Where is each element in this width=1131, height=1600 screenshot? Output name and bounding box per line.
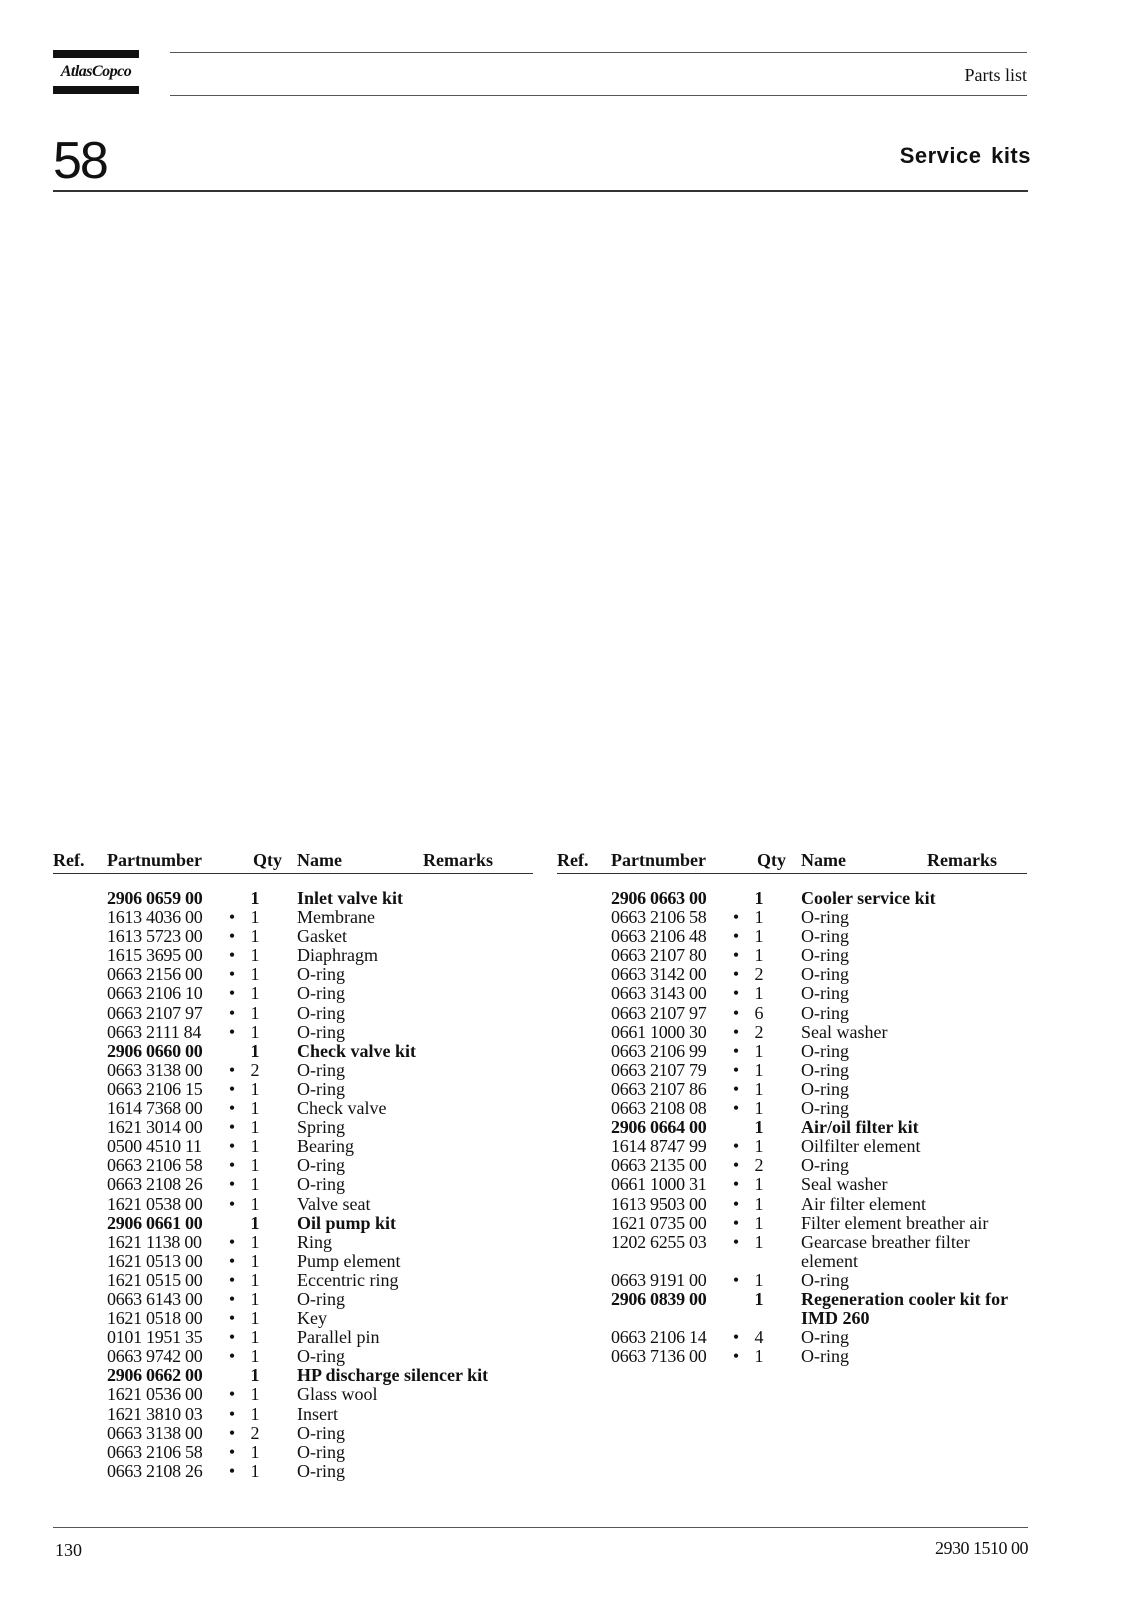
kit-item-bullet: • (732, 1174, 740, 1195)
quantity: 2 (250, 1422, 260, 1443)
kit-item-bullet: • (228, 1346, 236, 1367)
quantity: 1 (250, 1193, 260, 1214)
part-number: 0661 1000 31 (611, 1174, 707, 1195)
part-number: 1202 6255 03 (611, 1231, 707, 1252)
document-number: 2930 1510 00 (935, 1538, 1028, 1558)
kit-item-bullet: • (732, 1021, 740, 1042)
part-number: 0663 2108 26 (107, 1174, 203, 1195)
kit-item-bullet: • (732, 1212, 740, 1233)
part-name: O-ring (801, 1155, 849, 1176)
part-name: O-ring (801, 1078, 849, 1099)
quantity: 1 (754, 983, 764, 1004)
table-header (53, 848, 533, 874)
quantity: 1 (754, 888, 764, 908)
kit-item-bullet: • (228, 1136, 236, 1157)
page-title: Service kits (899, 143, 1031, 168)
quantity: 1 (250, 1250, 260, 1271)
chapter-number: 58 (53, 132, 107, 190)
table-row (53, 1118, 533, 1137)
kit-item-bullet: • (228, 1460, 236, 1481)
part-number: 2906 0659 00 (107, 888, 203, 908)
part-number: 0101 1951 35 (107, 1327, 203, 1348)
part-name: Insert (297, 1403, 338, 1424)
part-name: Ring (297, 1231, 333, 1252)
quantity: 1 (250, 1384, 260, 1405)
kit-item-bullet: • (228, 1441, 236, 1462)
kit-item-bullet: • (228, 1269, 236, 1290)
quantity: 1 (250, 1365, 260, 1386)
quantity: 2 (754, 964, 764, 985)
kit-item-bullet: • (732, 1059, 740, 1080)
atlas-copco-logo (53, 50, 139, 94)
part-name: IMD 260 (801, 1308, 870, 1329)
quantity: 2 (754, 1155, 764, 1176)
part-name: O-ring (801, 1002, 849, 1023)
part-name: Gasket (297, 926, 347, 947)
part-name: O-ring (297, 964, 345, 985)
part-name: Bearing (297, 1136, 354, 1157)
part-number: 1621 3014 00 (107, 1117, 203, 1138)
part-number: 0663 3138 00 (107, 1059, 203, 1080)
part-name: O-ring (801, 1059, 849, 1080)
part-number: 1621 3810 03 (107, 1403, 203, 1424)
table-header (557, 848, 1027, 874)
header-rule-bottom (170, 95, 1027, 96)
table-row (557, 1099, 1027, 1118)
quantity: 1 (250, 907, 260, 928)
quantity: 1 (250, 1460, 260, 1481)
table-row (557, 1233, 1027, 1252)
kit-item-bullet: • (732, 1040, 740, 1061)
quantity: 1 (754, 1346, 764, 1367)
quantity: 6 (754, 1002, 764, 1023)
table-row (53, 1462, 533, 1481)
parts-rows-left (53, 889, 533, 1481)
part-number: 0663 2106 58 (107, 1441, 203, 1462)
kit-item-bullet: • (228, 926, 236, 947)
kit-item-bullet: • (228, 1002, 236, 1023)
parts-rows-right (557, 889, 1027, 1366)
quantity: 1 (754, 1059, 764, 1080)
header-ref: Ref. (557, 850, 589, 870)
part-name: O-ring (297, 1346, 345, 1367)
part-number: 0663 2107 80 (611, 945, 707, 966)
quantity: 1 (250, 1117, 260, 1138)
kit-row (53, 1042, 533, 1061)
quantity: 1 (754, 1212, 764, 1233)
part-name: Parallel pin (297, 1327, 380, 1348)
part-name: O-ring (801, 1269, 849, 1290)
kit-item-bullet: • (732, 926, 740, 947)
part-name: O-ring (297, 1288, 345, 1309)
table-row (53, 1080, 533, 1099)
page-number: 130 (55, 1540, 82, 1560)
part-number: 1621 0515 00 (107, 1269, 203, 1290)
kit-row (53, 1214, 533, 1233)
kit-item-bullet: • (732, 1231, 740, 1252)
kit-item-bullet: • (228, 1327, 236, 1348)
table-row (53, 1347, 533, 1366)
part-name: Gearcase breather filter (801, 1231, 970, 1252)
quantity: 1 (754, 1231, 764, 1252)
header-part-number: Partnumber (611, 850, 706, 870)
part-number: 1613 5723 00 (107, 926, 203, 947)
quantity: 4 (754, 1327, 764, 1348)
part-name: O-ring (297, 1078, 345, 1099)
part-name: O-ring (801, 926, 849, 947)
quantity: 1 (754, 1269, 764, 1290)
part-number: 0663 3142 00 (611, 964, 707, 985)
part-number: 1613 4036 00 (107, 907, 203, 928)
table-row (557, 1347, 1027, 1366)
kit-row (53, 889, 533, 908)
kit-row (557, 1290, 1027, 1309)
part-number: 0663 2106 99 (611, 1040, 707, 1061)
quantity: 1 (754, 1174, 764, 1195)
part-name: Regeneration cooler kit for (801, 1288, 1009, 1309)
part-number: 0663 2106 14 (611, 1327, 707, 1348)
part-number: 0663 2111 84 (107, 1021, 202, 1042)
part-name: O-ring (297, 1422, 345, 1443)
quantity: 1 (754, 1098, 764, 1119)
table-row (53, 1405, 533, 1424)
kit-item-bullet: • (732, 1346, 740, 1367)
kit-item-bullet: • (228, 1155, 236, 1176)
kit-item-bullet: • (732, 1193, 740, 1214)
kit-item-bullet: • (228, 1078, 236, 1099)
header-label: Parts list (964, 65, 1027, 85)
table-row (53, 1328, 533, 1347)
table-row (557, 1271, 1027, 1290)
header-remarks: Remarks (423, 850, 493, 870)
part-number: 1621 0735 00 (611, 1212, 707, 1233)
part-number: 0663 2107 97 (611, 1002, 707, 1023)
table-row (557, 1137, 1027, 1156)
part-number: 0661 1000 30 (611, 1021, 707, 1042)
part-name: Oilfilter element (801, 1136, 921, 1157)
table-row (53, 1061, 533, 1080)
kit-item-bullet: • (228, 1288, 236, 1309)
part-name: O-ring (297, 1021, 345, 1042)
part-number: 1621 1138 00 (107, 1231, 202, 1252)
quantity: 1 (250, 1098, 260, 1119)
part-number: 0663 2107 97 (107, 1002, 203, 1023)
part-number: 0663 7136 00 (611, 1346, 707, 1367)
kit-item-bullet: • (228, 1193, 236, 1214)
part-name: O-ring (297, 1155, 345, 1176)
table-row (53, 1004, 533, 1023)
part-name: Check valve kit (297, 1040, 416, 1061)
quantity: 2 (250, 1059, 260, 1080)
table-row (53, 946, 533, 965)
part-name: Air/oil filter kit (801, 1117, 919, 1138)
table-row (557, 927, 1027, 946)
part-number: 1621 0518 00 (107, 1308, 203, 1329)
part-number: 0663 2107 79 (611, 1059, 707, 1080)
quantity: 1 (250, 1136, 260, 1157)
table-row (557, 1080, 1027, 1099)
quantity: 1 (250, 1078, 260, 1099)
header-name: Name (801, 850, 846, 870)
kit-item-bullet: • (732, 1098, 740, 1119)
table-row (53, 1385, 533, 1404)
kit-item-bullet: • (732, 1269, 740, 1290)
kit-item-bullet: • (228, 1422, 236, 1443)
table-row (53, 1195, 533, 1214)
quantity: 1 (754, 1193, 764, 1214)
footer-rule (53, 1527, 1028, 1528)
part-number: 0663 2107 86 (611, 1078, 707, 1099)
part-name: Membrane (297, 907, 375, 928)
quantity: 1 (250, 1403, 260, 1424)
quantity: 1 (250, 1346, 260, 1367)
part-number: 2906 0660 00 (107, 1040, 203, 1061)
kit-item-bullet: • (228, 907, 236, 928)
part-number: 2906 0661 00 (107, 1212, 203, 1233)
part-name: Seal washer (801, 1021, 888, 1042)
header-name: Name (297, 850, 342, 870)
header-qty: Qty (757, 850, 786, 870)
part-number: 0663 2106 58 (611, 907, 707, 928)
part-name: Valve seat (297, 1193, 371, 1214)
kit-item-bullet: • (732, 1136, 740, 1157)
part-number: 1621 0538 00 (107, 1193, 203, 1214)
part-number: 1621 0536 00 (107, 1384, 203, 1405)
table-row (53, 984, 533, 1003)
part-name: O-ring (801, 964, 849, 985)
quantity: 1 (250, 1441, 260, 1462)
part-number: 1613 9503 00 (611, 1193, 707, 1214)
quantity: 1 (250, 1308, 260, 1329)
part-number: 0663 2106 58 (107, 1155, 203, 1176)
part-name: O-ring (297, 1059, 345, 1080)
part-number: 0663 9742 00 (107, 1346, 203, 1367)
part-number: 2906 0664 00 (611, 1117, 707, 1138)
part-number: 0663 2108 08 (611, 1098, 707, 1119)
parts-table-left (53, 848, 533, 1481)
part-number: 0663 6143 00 (107, 1288, 203, 1309)
part-name: O-ring (297, 1460, 345, 1481)
part-name: Key (297, 1308, 327, 1329)
quantity: 1 (250, 1288, 260, 1309)
part-number: 0500 4510 11 (107, 1136, 202, 1157)
table-row (53, 1023, 533, 1042)
part-name: O-ring (801, 945, 849, 966)
quantity: 1 (250, 1269, 260, 1290)
kit-item-bullet: • (228, 1384, 236, 1405)
kit-item-bullet: • (228, 1403, 236, 1424)
quantity: 1 (250, 1155, 260, 1176)
table-row (53, 965, 533, 984)
part-name: O-ring (297, 1441, 345, 1462)
header-qty: Qty (253, 850, 282, 870)
part-name: O-ring (297, 1174, 345, 1195)
table-row (53, 927, 533, 946)
part-name: O-ring (297, 983, 345, 1004)
logo-bar-top (53, 50, 139, 58)
logo-bar-bottom (53, 86, 139, 94)
part-number: 1614 8747 99 (611, 1136, 707, 1157)
table-row (53, 1137, 533, 1156)
kit-row (557, 1118, 1027, 1137)
kit-item-bullet: • (228, 964, 236, 985)
quantity: 1 (250, 888, 260, 908)
header-rule-top (170, 52, 1027, 53)
part-name: element (801, 1250, 858, 1271)
part-number: 1614 7368 00 (107, 1098, 203, 1119)
table-row (557, 1023, 1027, 1042)
part-number: 0663 9191 00 (611, 1269, 707, 1290)
part-name: O-ring (801, 1040, 849, 1061)
kit-item-bullet: • (228, 1117, 236, 1138)
part-name: Spring (297, 1117, 346, 1138)
table-row (557, 1214, 1027, 1233)
part-name: O-ring (801, 1327, 849, 1348)
logo-wordmark: AtlasCopco (60, 63, 132, 80)
quantity: 1 (754, 1117, 764, 1138)
quantity: 1 (754, 907, 764, 928)
part-number: 0663 2106 48 (611, 926, 707, 947)
parts-table-right (557, 848, 1027, 1366)
part-name: O-ring (801, 1098, 849, 1119)
kit-item-bullet: • (228, 1174, 236, 1195)
kit-row (557, 889, 1027, 908)
kit-row (53, 1366, 533, 1385)
part-number: 0663 2135 00 (611, 1155, 707, 1176)
part-number: 0663 2156 00 (107, 964, 203, 985)
table-row (53, 908, 533, 927)
part-name: Cooler service kit (801, 888, 936, 908)
table-row (53, 1156, 533, 1175)
quantity: 1 (250, 1002, 260, 1023)
kit-item-bullet: • (732, 1078, 740, 1099)
table-row (557, 1061, 1027, 1080)
part-number: 0663 3143 00 (611, 983, 707, 1004)
quantity: 1 (754, 1136, 764, 1157)
quantity: 1 (250, 1231, 260, 1252)
part-number: 0663 2106 10 (107, 983, 203, 1004)
table-row (53, 1099, 533, 1118)
part-name: Diaphragm (297, 945, 378, 966)
part-name: Seal washer (801, 1174, 888, 1195)
part-name: HP discharge silencer kit (297, 1365, 489, 1386)
table-row (557, 1252, 1027, 1271)
kit-item-bullet: • (228, 1250, 236, 1271)
part-number: 0663 2108 26 (107, 1460, 203, 1481)
table-row (53, 1233, 533, 1252)
part-number: 2906 0662 00 (107, 1365, 203, 1386)
header-part-number: Partnumber (107, 850, 202, 870)
table-row (557, 908, 1027, 927)
table-row (557, 1004, 1027, 1023)
part-name: O-ring (801, 983, 849, 1004)
kit-item-bullet: • (732, 1155, 740, 1176)
kit-row (557, 1309, 1027, 1328)
kit-item-bullet: • (732, 1327, 740, 1348)
table-row (53, 1290, 533, 1309)
part-name: O-ring (297, 1002, 345, 1023)
part-number: 0663 2106 15 (107, 1078, 203, 1099)
table-row (557, 1195, 1027, 1214)
quantity: 1 (754, 945, 764, 966)
table-row (53, 1175, 533, 1194)
kit-item-bullet: • (732, 964, 740, 985)
quantity: 1 (250, 1040, 260, 1061)
part-name: Pump element (297, 1250, 401, 1271)
part-name: Glass wool (297, 1384, 378, 1405)
kit-item-bullet: • (228, 1308, 236, 1329)
part-number: 1615 3695 00 (107, 945, 203, 966)
part-name: Inlet valve kit (297, 888, 403, 908)
table-row (557, 984, 1027, 1003)
quantity: 1 (250, 945, 260, 966)
part-name: Oil pump kit (297, 1212, 397, 1233)
kit-item-bullet: • (228, 1231, 236, 1252)
kit-item-bullet: • (228, 945, 236, 966)
part-name: Air filter element (801, 1193, 926, 1214)
kit-item-bullet: • (732, 1002, 740, 1023)
quantity: 1 (250, 1212, 260, 1233)
table-row (53, 1271, 533, 1290)
part-number: 2906 0663 00 (611, 888, 707, 908)
quantity: 2 (754, 1021, 764, 1042)
part-name: Check valve (297, 1098, 387, 1119)
part-number: 0663 3138 00 (107, 1422, 203, 1443)
kit-item-bullet: • (732, 907, 740, 928)
part-name: O-ring (801, 907, 849, 928)
table-row (557, 1328, 1027, 1347)
table-row (53, 1424, 533, 1443)
quantity: 1 (754, 1040, 764, 1061)
kit-item-bullet: • (228, 983, 236, 1004)
table-row (557, 1175, 1027, 1194)
table-row (53, 1443, 533, 1462)
part-number: 2906 0839 00 (611, 1288, 707, 1309)
kit-item-bullet: • (228, 1059, 236, 1080)
quantity: 1 (250, 1327, 260, 1348)
title-rule (53, 190, 1028, 192)
part-name: Filter element breather air (801, 1212, 989, 1233)
quantity: 1 (250, 964, 260, 985)
quantity: 1 (250, 983, 260, 1004)
table-row (557, 946, 1027, 965)
table-row (557, 965, 1027, 984)
quantity: 1 (754, 1288, 764, 1309)
header-remarks: Remarks (927, 850, 997, 870)
quantity: 1 (250, 926, 260, 947)
table-row (557, 1042, 1027, 1061)
table-row (53, 1252, 533, 1271)
header-ref: Ref. (53, 850, 85, 870)
quantity: 1 (250, 1174, 260, 1195)
part-number: 1621 0513 00 (107, 1250, 203, 1271)
kit-item-bullet: • (228, 1021, 236, 1042)
kit-item-bullet: • (732, 945, 740, 966)
quantity: 1 (754, 1078, 764, 1099)
kit-item-bullet: • (732, 983, 740, 1004)
part-name: O-ring (801, 1346, 849, 1367)
kit-item-bullet: • (228, 1098, 236, 1119)
table-row (53, 1309, 533, 1328)
part-name: Eccentric ring (297, 1269, 399, 1290)
quantity: 1 (754, 926, 764, 947)
table-row (557, 1156, 1027, 1175)
quantity: 1 (250, 1021, 260, 1042)
